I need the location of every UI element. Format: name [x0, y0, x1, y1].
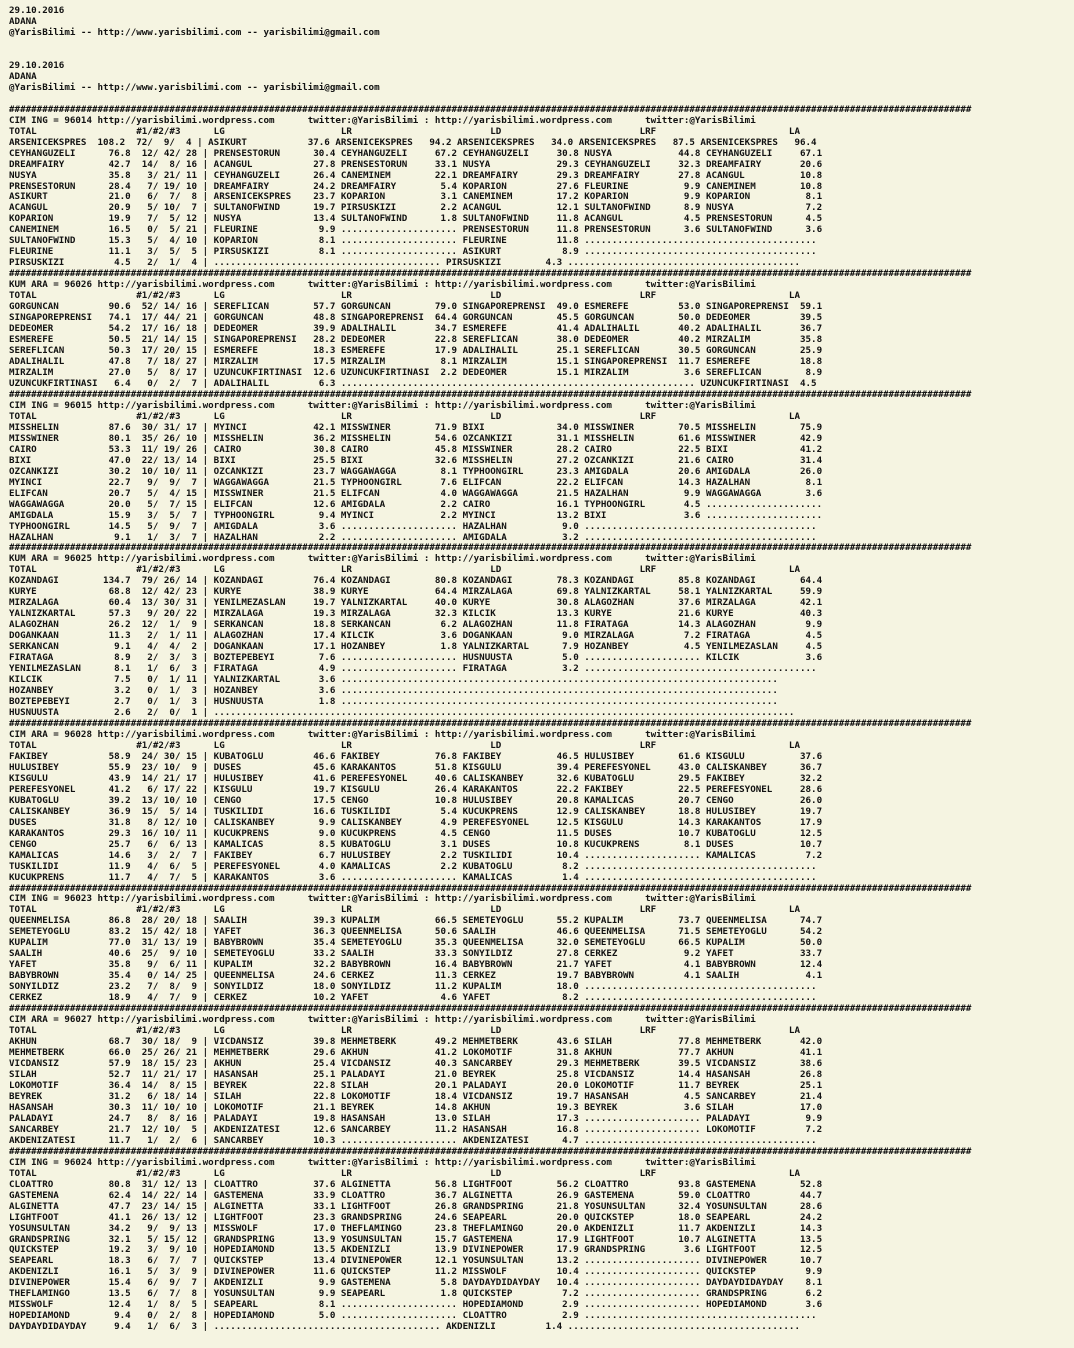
race-header: CIM ING = 96014 http://yarisbilimi.wordpress.com twitter:@YarisBilimi : http://yarisbilimi.wordpress.com twitter:@YarisBilimi: [9, 114, 756, 126]
table-row: KURYE 68.8 12/ 42/ 23 | KURYE 38.9 KURYE 64.4 MIRZALAGA 69.8 YALNIZKARTAL 58.1 YALNIZKARTAL 59.9: [9, 586, 823, 598]
table-row: DUSES 31.8 8/ 12/ 10 | CALISKANBEY 9.9 CALISKANBEY 4.9 PEREFESYONEL 12.5 KISGULU 14.3 KARAKANTOS 17.9: [9, 816, 823, 828]
table-row: THEFLAMINGO 13.5 6/ 7/ 8 | YOSUNSULTAN 9.9 SEAPEARL 1.8 QUICKSTEP 7.2 ..................... GRANDSPRING 6.2: [9, 1288, 823, 1300]
table-row: SEAPEARL 18.3 6/ 7/ 7 | QUICKSTEP 13.4 DIVINEPOWER 12.1 YOSUNSULTAN 13.2 ..................... DIVINEPOWER 10.7: [9, 1255, 823, 1267]
table-row: SAALIH 40.6 25/ 9/ 10 | SEMETEYOGLU 33.2 SAALIH 33.3 SONYILDIZ 27.8 CERKEZ 9.2 YAFET 33.7: [9, 948, 823, 960]
table-row: KAMALICAS 14.6 3/ 2/ 7 | FAKIBEY 6.7 HULUSIBEY 2.2 TUSKILIDI 10.4 ..................... KAMALICAS 7.2: [9, 849, 823, 861]
table-row: ADALIHALIL 47.8 7/ 18/ 27 | MIRZALIM 17.5 MIRZALIM 8.1 MIRZALIM 15.1 SINGAPOREPRENSI 11.7 ESMEREFE 18.8: [9, 356, 823, 367]
table-row: MYINCI 22.7 9/ 9/ 7 | WAGGAWAGGA 21.5 TYPHOONGIRL 7.6 ELIFCAN 22.2 ELIFCAN 14.3 HAZALHAN 8.1: [9, 476, 823, 488]
table-row: YOSUNSULTAN 34.2 9/ 9/ 13 | MISSWOLF 17.0 THEFLAMINGO 23.8 THEFLAMINGO 20.0 AKDENIZLI 11.7 AKDENIZLI 14.3: [9, 1222, 823, 1234]
table-row: FLEURINE 11.1 3/ 5/ 5 | PIRSUSKIZI 8.1 ..................... ASIKURT 8.9 ..........................................: [9, 246, 817, 258]
table-row: PRENSESTORUN 28.4 7/ 19/ 10 | DREAMFAIRY 24.2 DREAMFAIRY 5.4 KOPARION 27.6 FLEURINE 9.9 CANEMINEM 10.8: [9, 180, 823, 192]
table-row: ARSENICEKSPRES 108.2 72/ 9/ 4 | ASIKURT 37.6 ARSENICEKSPRES 94.2 ARSENICEKSPRES 34.0 ARSENICEKSPRES 87.5 ARSENICEKSPRES 96.4: [9, 136, 817, 148]
table-row: BABYBROWN 35.4 0/ 14/ 25 | QUEENMELISA 24.6 CERKEZ 11.3 CERKEZ 19.7 BABYBROWN 4.1 SAALIH 4.1: [9, 970, 823, 982]
table-row: ASIKURT 21.0 6/ 7/ 8 | ARSENICEKSPRES 23.7 KOPARION 3.1 CANEMINEM 17.2 KOPARION 9.9 KOPARION 8.1: [9, 191, 823, 203]
table-row: DAYDAYDIDAYDAY 9.4 1/ 6/ 3 | ......................................... AKDENIZLI 1.4 ..........................................: [9, 1321, 800, 1333]
table-row: AMIGDALA 15.9 3/ 5/ 7 | TYPHOONGIRL 9.4 MYINCI 2.2 MYINCI 13.2 BIXI 3.6 .....................: [9, 509, 823, 521]
column-header: TOTAL #1/#2/#3 LG LR LD LRF LA: [9, 1025, 800, 1037]
text-line: 29.10.2016: [9, 59, 65, 71]
table-row: DEDEOMER 54.2 17/ 16/ 18 | DEDEOMER 39.9 ADALIHALIL 34.7 ESMEREFE 41.4 ADALIHALIL 40.2 ADALIHALIL 36.7: [9, 323, 823, 335]
table-row: HOZANBEY 3.2 0/ 1/ 3 | HOZANBEY 3.6 ...............................................................................: [9, 685, 778, 697]
race-header: CIM ING = 96015 http://yarisbilimi.wordpress.com twitter:@YarisBilimi : http://yarisbilimi.wordpress.com twitter:@YarisBilimi: [9, 399, 756, 411]
table-row: AKDENIZATESI 11.7 1/ 2/ 6 | SANCARBEY 10.3 ..................... AKDENIZATESI 4.7 ..........................................: [9, 1134, 817, 1146]
table-row: SANCARBEY 21.7 12/ 10/ 5 | AKDENIZATESI 12.6 SANCARBEY 11.2 HASANSAH 16.8 ..................... LOKOMOTIF 7.2: [9, 1123, 823, 1135]
table-row: ACANGUL 20.9 5/ 10/ 7 | SULTANOFWIND 19.7 PIRSUSKIZI 2.2 ACANGUL 12.1 SULTANOFWIND 8.9 NUSYA 7.2: [9, 202, 823, 214]
table-row: SULTANOFWIND 15.3 5/ 4/ 10 | KOPARION 8.1 ..................... FLEURINE 11.8 ..........................................: [9, 235, 817, 247]
table-row: NUSYA 35.8 3/ 21/ 11 | CEYHANGUZELI 26.4 CANEMINEM 22.1 DREAMFAIRY 29.3 DREAMFAIRY 27.8 ACANGUL 10.8: [9, 169, 823, 181]
table-row: CENGO 25.7 6/ 6/ 13 | KAMALICAS 8.5 KUBATOGLU 3.1 DUSES 10.8 KUCUKPRENS 8.1 DUSES 10.7: [9, 838, 823, 850]
table-row: SEREFLICAN 50.3 17/ 20/ 15 | ESMEREFE 18.3 ESMEREFE 17.9 ADALIHALIL 25.1 SEREFLICAN 30.5 GORGUNCAN 25.9: [9, 345, 823, 357]
table-row: KUCUKPRENS 11.7 4/ 7/ 5 | KARAKANTOS 3.6 ..................... KAMALICAS 1.4 ..........................................: [9, 871, 817, 883]
table-row: MISSWOLF 12.4 1/ 8/ 5 | SEAPEARL 8.1 ..................... HOPEDIAMOND 2.9 ..................... HOPEDIAMOND 3.6: [9, 1299, 823, 1311]
table-row: SILAH 52.7 11/ 21/ 17 | HASANSAH 25.1 PALADAYI 21.0 BEYREK 25.8 VICDANSIZ 14.4 HASANSAH 26.8: [9, 1068, 823, 1080]
text-line: @YarisBilimi -- http://www.yarisbilimi.com -- yarisbilimi@gmail.com: [9, 81, 380, 93]
table-row: SONYILDIZ 23.2 7/ 8/ 9 | SONYILDIZ 18.0 SONYILDIZ 11.2 KUPALIM 18.0 ..........................................: [9, 981, 817, 993]
table-row: GRANDSPRING 32.1 5/ 15/ 12 | GRANDSPRING 13.9 YOSUNSULTAN 15.7 GASTEMENA 17.9 LIGHTFOOT 10.7 ALGINETTA 13.5: [9, 1233, 823, 1245]
table-row: HOPEDIAMOND 9.4 0/ 2/ 8 | HOPEDIAMOND 5.0 ..................... CLOATTRO 2.9 ..........................................: [9, 1310, 817, 1322]
table-row: LIGHTFOOT 41.1 26/ 13/ 12 | LIGHTFOOT 23.3 GRANDSPRING 24.6 SEAPEARL 20.0 QUICKSTEP 18.0 SEAPEARL 24.2: [9, 1211, 823, 1223]
table-row: HAZALHAN 9.1 1/ 3/ 7 | HAZALHAN 2.2 ..................... AMIGDALA 3.2 ..........................................: [9, 531, 817, 543]
section-separator: ##############################################################################################################################################################################: [9, 882, 972, 894]
table-row: KOZANDAGI 134.7 79/ 26/ 14 | KOZANDAGI 76.4 KOZANDAGI 80.8 KOZANDAGI 78.3 KOZANDAGI 85.8 KOZANDAGI 64.4: [9, 575, 823, 587]
table-row: HULUSIBEY 55.9 23/ 10/ 9 | DUSES 45.6 KARAKANTOS 51.8 KISGULU 39.4 PEREFESYONEL 43.0 CALISKANBEY 36.7: [9, 761, 823, 773]
table-row: DOGANKAAN 11.3 2/ 1/ 11 | ALAGOZHAN 17.4 KILCIK 3.6 DOGANKAAN 9.0 MIRZALAGA 7.2 FIRATAGA 4.5: [9, 630, 823, 642]
table-row: KISGULU 43.9 14/ 21/ 17 | HULUSIBEY 41.6 PEREFESYONEL 40.6 CALISKANBEY 32.6 KUBATOGLU 29.5 FAKIBEY 32.2: [9, 772, 823, 784]
table-row: DREAMFAIRY 42.7 14/ 8/ 16 | ACANGUL 27.8 PRENSESTORUN 33.1 NUSYA 29.3 CEYHANGUZELI 32.3 DREAMFAIRY 20.6: [9, 158, 823, 170]
table-row: OZCANKIZI 30.2 10/ 10/ 11 | OZCANKIZI 23.7 WAGGAWAGGA 8.1 TYPHOONGIRL 23.3 AMIGDALA 20.6 AMIGDALA 26.0: [9, 465, 823, 477]
blank-line: [9, 50, 971, 61]
text-line: ADANA: [9, 70, 37, 82]
section-separator: ##############################################################################################################################################################################: [9, 717, 972, 729]
table-row: CAIRO 53.3 11/ 19/ 26 | CAIRO 30.8 CAIRO 45.8 MISSWINER 28.2 CAIRO 22.5 BIXI 41.2: [9, 443, 823, 455]
table-row: SEMETEYOGLU 83.2 15/ 42/ 18 | YAFET 36.3 QUEENMELISA 50.6 SAALIH 46.6 QUEENMELISA 71.5 SEMETEYOGLU 54.2: [9, 926, 823, 938]
table-row: GORGUNCAN 90.6 52/ 14/ 16 | SEREFLICAN 57.7 GORGUNCAN 79.0 SINGAPOREPRENSI 49.0 ESMEREFE 53.0 SINGAPOREPRENSI 59.1: [9, 301, 823, 313]
table-row: WAGGAWAGGA 20.0 5/ 7/ 15 | ELIFCAN 12.6 AMIGDALA 2.2 CAIRO 16.1 TYPHOONGIRL 4.5 .....................: [9, 498, 823, 510]
table-row: YALNIZKARTAL 57.3 9/ 20/ 22 | MIRZALAGA 19.3 MIRZALAGA 32.3 KILCIK 13.3 KURYE 21.6 KURYE 40.3: [9, 608, 823, 620]
table-row: VICDANSIZ 57.9 18/ 15/ 23 | AKHUN 25.4 VICDANSIZ 40.3 SANCARBEY 29.3 MEHMETBERK 39.5 VICDANSIZ 38.6: [9, 1058, 823, 1069]
table-row: AKDENIZLI 16.1 5/ 3/ 9 | DIVINEPOWER 11.6 QUICKSTEP 11.2 MISSWOLF 10.4 ..................... QUICKSTEP 9.9: [9, 1266, 823, 1278]
race-header: CIM ING = 96023 http://yarisbilimi.wordpress.com twitter:@YarisBilimi : http://yarisbilimi.wordpress.com twitter:@YarisBilimi: [9, 893, 756, 905]
table-row: FIRATAGA 8.9 2/ 3/ 3 | BOZTEPEBEYI 7.6 ..................... HUSNUUSTA 5.0 ..................... KILCIK 3.6: [9, 652, 823, 664]
table-row: SERKANCAN 9.1 4/ 4/ 2 | DOGANKAAN 17.1 HOZANBEY 1.8 YALNIZKARTAL 7.9 HOZANBEY 4.5 YENILMEZASLAN 4.5: [9, 641, 823, 653]
table-row: KILCIK 7.5 0/ 1/ 11 | YALNIZKARTAL 3.6 ...............................................................................: [9, 674, 778, 686]
table-row: QUICKSTEP 19.2 3/ 9/ 10 | HOPEDIAMOND 13.5 AKDENIZLI 13.9 DIVINEPOWER 17.9 GRANDSPRING 3.6 LIGHTFOOT 12.5: [9, 1244, 823, 1256]
table-row: BOZTEPEBEYI 2.7 0/ 1/ 3 | HUSNUUSTA 1.8 ...............................................................................: [9, 696, 778, 708]
race-header: KUM ARA = 96026 http://yarisbilimi.wordpress.com twitter:@YarisBilimi : http://yarisbilimi.wordpress.com twitter:@YarisBilimi: [9, 279, 756, 291]
table-row: CEYHANGUZELI 76.8 12/ 42/ 28 | PRENSESTORUN 30.4 CEYHANGUZELI 67.2 CEYHANGUZELI 30.8 NUSYA 44.8 CEYHANGUZELI 67.1: [9, 147, 823, 159]
table-row: ALAGOZHAN 26.2 12/ 1/ 9 | SERKANCAN 18.8 SERKANCAN 6.2 ALAGOZHAN 11.8 FIRATAGA 14.3 ALAGOZHAN 9.9: [9, 619, 823, 631]
table-row: HUSNUUSTA 2.6 2/ 0/ 1 | .........................................................................................................: [9, 707, 795, 718]
section-separator: ##############################################################################################################################################################################: [9, 1003, 972, 1015]
table-row: KARAKANTOS 29.3 16/ 10/ 11 | KUCUKPRENS 9.0 KUCUKPRENS 4.5 CENGO 11.5 DUSES 10.7 KUBATOGLU 12.5: [9, 827, 823, 839]
text-line: @YarisBilimi -- http://www.yarisbilimi.com -- yarisbilimi@gmail.com: [9, 26, 380, 38]
table-row: PALADAYI 24.7 8/ 8/ 16 | PALADAYI 19.8 HASANSAH 13.0 SILAH 17.3 ..................... PALADAYI 9.9: [9, 1112, 823, 1124]
column-header: TOTAL #1/#2/#3 LG LR LD LRF LA: [9, 564, 800, 576]
section-separator: ##############################################################################################################################################################################: [9, 388, 972, 400]
blank-line: [9, 39, 971, 50]
table-row: KUPALIM 77.0 31/ 13/ 19 | BABYBROWN 35.4 SEMETEYOGLU 35.3 QUEENMELISA 32.0 SEMETEYOGLU 66.5 KUPALIM 50.0: [9, 937, 823, 949]
table-row: ALGINETTA 47.7 23/ 14/ 15 | ALGINETTA 33.1 LIGHTFOOT 26.8 GRANDSPRING 21.8 YOSUNSULTAN 32.4 YOSUNSULTAN 28.6: [9, 1200, 823, 1212]
table-row: MEHMETBERK 66.0 25/ 26/ 21 | MEHMETBERK 29.6 AKHUN 41.2 LOKOMOTIF 31.8 AKHUN 77.7 AKHUN 41.1: [9, 1047, 823, 1059]
column-header: TOTAL #1/#2/#3 LG LR LD LRF LA: [9, 904, 800, 916]
race-header: KUM ARA = 96025 http://yarisbilimi.wordpress.com twitter:@YarisBilimi : http://yarisbilimi.wordpress.com twitter:@YarisBilimi: [9, 553, 756, 565]
table-row: ESMEREFE 50.5 21/ 14/ 15 | SINGAPOREPRENSI 28.2 DEDEOMER 22.8 SEREFLICAN 38.0 DEDEOMER 40.2 MIRZALIM 35.8: [9, 334, 823, 346]
table-row: TUSKILIDI 11.9 4/ 6/ 5 | PEREFESYONEL 4.0 KAMALICAS 2.2 KUBATOGLU 8.2 ..........................................: [9, 860, 817, 872]
table-row: LOKOMOTIF 36.4 14/ 8/ 15 | BEYREK 22.8 SILAH 20.1 PALADAYI 20.0 LOKOMOTIF 11.7 BEYREK 25.1: [9, 1079, 823, 1091]
section-separator: ##############################################################################################################################################################################: [9, 542, 972, 554]
table-row: BEYREK 31.2 6/ 18/ 14 | SILAH 22.8 LOKOMOTIF 18.4 VICDANSIZ 19.7 HASANSAH 4.5 SANCARBEY 21.4: [9, 1090, 823, 1102]
table-row: QUEENMELISA 86.8 28/ 20/ 18 | SAALIH 39.3 KUPALIM 66.5 SEMETEYOGLU 55.2 KUPALIM 73.7 QUEENMELISA 74.7: [9, 915, 823, 927]
section-separator: ##############################################################################################################################################################################: [9, 1145, 972, 1157]
column-header: TOTAL #1/#2/#3 LG LR LD LRF LA: [9, 290, 800, 302]
text-line: 29.10.2016: [9, 5, 65, 16]
table-row: GASTEMENA 62.4 14/ 22/ 14 | GASTEMENA 33.9 CLOATTRO 36.7 ALGINETTA 26.9 GASTEMENA 59.0 CLOATTRO 44.7: [9, 1189, 823, 1201]
column-header: TOTAL #1/#2/#3 LG LR LD LRF LA: [9, 1167, 800, 1179]
race-statistics-document: [9, 6, 971, 1333]
table-row: KOPARION 19.9 7/ 5/ 12 | NUSYA 13.4 SULTANOFWIND 1.8 SULTANOFWIND 11.8 ACANGUL 4.5 PRENSESTORUN 4.5: [9, 213, 823, 225]
table-row: MISSWINER 80.1 35/ 26/ 10 | MISSHELIN 36.2 MISSHELIN 54.6 OZCANKIZI 31.1 MISSHELIN 61.6 MISSWINER 42.9: [9, 432, 823, 444]
column-header: TOTAL #1/#2/#3 LG LR LD LRF LA: [9, 125, 800, 137]
table-row: KUBATOGLU 39.2 13/ 10/ 10 | CENGO 17.5 CENGO 10.8 HULUSIBEY 20.8 KAMALICAS 20.7 CENGO 26.0: [9, 794, 823, 806]
table-row: HASANSAH 30.3 11/ 10/ 10 | LOKOMOTIF 21.1 BEYREK 14.8 AKHUN 19.3 BEYREK 3.6 SILAH 17.0: [9, 1101, 823, 1113]
table-row: YENILMEZASLAN 8.1 1/ 6/ 3 | FIRATAGA 4.9 ..................... FIRATAGA 3.2 ..........................................: [9, 663, 817, 675]
table-row: PEREFESYONEL 41.2 6/ 17/ 22 | KISGULU 19.7 KISGULU 26.4 KARAKANTOS 22.2 FAKIBEY 22.5 PEREFESYONEL 28.6: [9, 783, 823, 795]
table-row: CERKEZ 18.9 4/ 7/ 9 | CERKEZ 10.2 YAFET 4.6 YAFET 8.2 ..........................................: [9, 992, 817, 1004]
table-row: SINGAPOREPRENSI 74.1 17/ 44/ 21 | GORGUNCAN 48.8 SINGAPOREPRENSI 64.4 GORGUNCAN 45.5 GORGUNCAN 50.0 DEDEOMER 39.5: [9, 312, 823, 324]
table-row: UZUNCUKFIRTINASI 6.4 0/ 2/ 7 | ADALIHALIL 6.3 ................................................................ UZUNCUKFIRTINASI 4.5: [9, 377, 817, 389]
race-header: CIM ARA = 96028 http://yarisbilimi.wordpress.com twitter:@YarisBilimi : http://yarisbilimi.wordpress.com twitter:@YarisBilimi: [9, 728, 756, 740]
table-row: TYPHOONGIRL 14.5 5/ 9/ 7 | AMIGDALA 3.6 ..................... HAZALHAN 9.0 ..........................................: [9, 520, 817, 532]
table-row: FAKIBEY 58.9 24/ 30/ 15 | KUBATOGLU 46.6 FAKIBEY 76.8 FAKIBEY 46.5 HULUSIBEY 61.6 KISGULU 37.6: [9, 750, 823, 762]
race-header: CIM ING = 96024 http://yarisbilimi.wordpress.com twitter:@YarisBilimi : http://yarisbilimi.wordpress.com twitter:@YarisBilimi: [9, 1156, 756, 1168]
table-row: MIRZALIM 27.0 5/ 8/ 17 | UZUNCUKFIRTINASI 12.6 UZUNCUKFIRTINASI 2.2 DEDEOMER 15.1 MIRZALIM 3.6 SEREFLICAN 8.9: [9, 366, 823, 378]
section-separator: ##############################################################################################################################################################################: [9, 103, 972, 115]
table-row: YAFET 35.8 9/ 6/ 11 | KUPALIM 32.2 BABYBROWN 16.4 BABYBROWN 21.7 YAFET 4.1 BABYBROWN 12.4: [9, 959, 823, 971]
table-row: CALISKANBEY 36.9 15/ 5/ 14 | TUSKILIDI 16.6 TUSKILIDI 5.4 KUCUKPRENS 12.9 CALISKANBEY 18.8 HULUSIBEY 19.7: [9, 805, 823, 817]
table-row: CLOATTRO 80.8 31/ 12/ 13 | CLOATTRO 37.6 ALGINETTA 56.8 LIGHTFOOT 56.2 CLOATTRO 93.8 GASTEMENA 52.8: [9, 1178, 823, 1190]
table-row: MISSHELIN 87.6 30/ 31/ 17 | MYINCI 42.1 MISSWINER 71.9 BIXI 34.0 MISSWINER 70.5 MISSHELIN 75.9: [9, 421, 823, 433]
section-separator: ##############################################################################################################################################################################: [9, 268, 972, 280]
race-header: CIM ARA = 96027 http://yarisbilimi.wordpress.com twitter:@YarisBilimi : http://yarisbilimi.wordpress.com twitter:@YarisBilimi: [9, 1014, 756, 1026]
column-header: TOTAL #1/#2/#3 LG LR LD LRF LA: [9, 739, 800, 751]
table-row: MIRZALAGA 60.4 13/ 30/ 31 | YENILMEZASLAN 19.7 YALNIZKARTAL 40.0 KURYE 30.8 ALAGOZHAN 37.6 MIRZALAGA 42.1: [9, 597, 823, 609]
table-row: DIVINEPOWER 15.4 6/ 9/ 7 | AKDENIZLI 9.9 GASTEMENA 5.8 DAYDAYDIDAYDAY 10.4 ..................... DAYDAYDIDAYDAY 8.1: [9, 1277, 823, 1289]
text-line: ADANA: [9, 15, 37, 27]
table-row: AKHUN 68.7 30/ 18/ 9 | VICDANSIZ 39.8 MEHMETBERK 49.2 MEHMETBERK 43.6 SILAH 77.8 MEHMETBERK 42.0: [9, 1036, 823, 1048]
table-row: BIXI 47.0 22/ 13/ 14 | BIXI 25.5 BIXI 32.6 MISSHELIN 27.2 OZCANKIZI 21.6 CAIRO 31.4: [9, 454, 823, 466]
column-header: TOTAL #1/#2/#3 LG LR LD LRF LA: [9, 410, 800, 422]
table-row: CANEMINEM 16.5 0/ 5/ 21 | FLEURINE 9.9 ..................... PRENSESTORUN 11.8 PRENSESTORUN 3.6 SULTANOFWIND 3.6: [9, 224, 823, 236]
table-row: ELIFCAN 20.7 5/ 4/ 15 | MISSWINER 21.5 ELIFCAN 4.0 WAGGAWAGGA 21.5 HAZALHAN 9.9 WAGGAWAGGA 3.6: [9, 487, 823, 499]
table-row: PIRSUSKIZI 4.5 2/ 1/ 4 | ......................................... PIRSUSKIZI 4.3 ..........................................: [9, 257, 800, 269]
